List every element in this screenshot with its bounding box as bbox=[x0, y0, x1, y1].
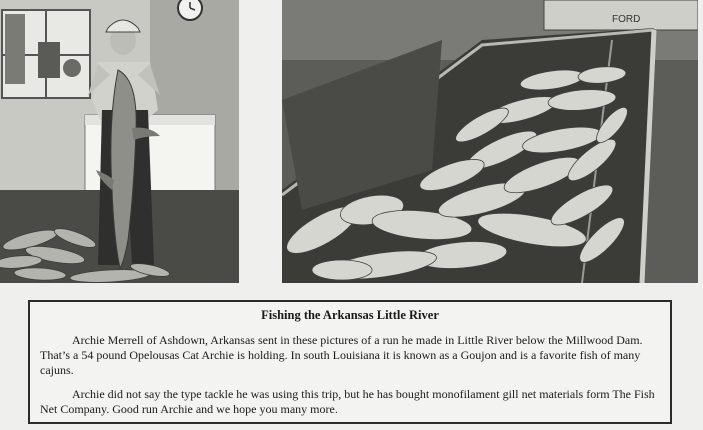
article-paragraph-1: Archie Merrell of Ashdown, Arkansas sent in these pictures of a run he made in Little River below the Millwood Dam. That’s a 54 pound Opelousas Cat Archie is holding. In south Louisiana it is known as a Goujon and is a favorite fish of many cajuns. bbox=[40, 333, 643, 377]
photo-boat-full-of-fish bbox=[282, 0, 698, 283]
article-title: Fishing the Arkansas Little River bbox=[261, 308, 439, 322]
photo-man-holding-catfish bbox=[0, 0, 239, 283]
truck-ford-text: FORD bbox=[612, 14, 641, 25]
article-paragraph-2: Archie did not say the type tackle he was using this trip, but he has bought monofilament gill net materials form The Fish Net Company. Good run Archie and we hope you many more. bbox=[40, 387, 655, 416]
article-caption-box bbox=[28, 300, 672, 424]
